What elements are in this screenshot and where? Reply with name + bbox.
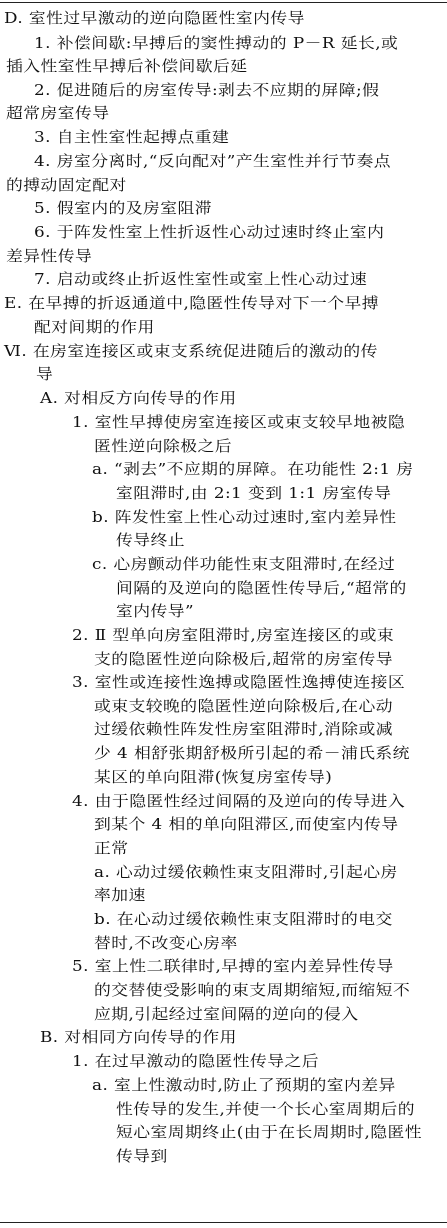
- text-line-a3-d: 少 4 相舒张期舒极所引起的希－浦氏系统: [94, 744, 410, 762]
- text-line-vi-a: Ⅵ. 在房室连接区或束支系统促进随后的激动的传: [4, 342, 378, 360]
- text-line-a1b-a: b. 阵发性室上性心动过速时,室内差异性: [92, 508, 397, 526]
- text-line-a1c-c: 室内传导”: [116, 602, 195, 620]
- text-line-b1a-d: 传导到: [116, 1147, 168, 1165]
- text-line-d3: 3. 自主性室性起搏点重建: [34, 128, 230, 146]
- text-line-d6-b: 差异性传导: [6, 247, 93, 265]
- text-line-a3-a: 3. 室性或连接性逸搏或隐匿性逸搏使连接区: [72, 673, 406, 691]
- text-line-a1-b: 匿性逆向除极之后: [94, 437, 232, 455]
- text-line-a2-b: 支的隐匿性逆向除极后,超常的房室传导: [94, 650, 394, 668]
- text-line-a4-b: 到某个 4 相的单向阻滞区,而使室内传导: [94, 815, 399, 833]
- text-line-a1b-b: 传导终止: [116, 531, 186, 549]
- text-line-a5-b: 的交替使受影响的束支周期缩短,而缩短不: [94, 981, 411, 999]
- text-line-a4-a: 4. 由于隐匿性经过间隔的及逆向的传导进入: [72, 792, 406, 810]
- text-line-d4-a: 4. 房室分离时,“反向配对”产生室性并行节奏点: [34, 152, 392, 170]
- text-line-a5-a: 5. 室上性二联律时,早搏的室内差异性传导: [72, 957, 394, 975]
- text-line-d1-b: 插入性室性早搏后补偿间歇后延: [6, 57, 248, 75]
- text-line-a4a-a: a. 心动过缓依赖性束支阻滞时,引起心房: [94, 863, 398, 881]
- text-line-b1: 1. 在过早激动的隐匿性传导之后: [72, 1052, 319, 1070]
- text-line-a2-a: 2. Ⅱ 型单向房室阻滞时,房室连接区的或束: [72, 626, 395, 644]
- text-line-a5-c: 应期,引起经过室间隔的逆向的侵入: [94, 1005, 359, 1023]
- text-line-b-head: B. 对相同方向传导的作用: [40, 1028, 237, 1046]
- text-line-d1-a: 1. 补偿间歇:早搏后的窦性搏动的 P－R 延长,或: [34, 34, 399, 52]
- text-line-a3-b: 或束支较晚的隐匿性逆向除极后,在心动: [94, 697, 394, 715]
- text-line-a3-e: 某区的单向阻滞(恢复房室传导): [94, 768, 333, 786]
- text-line-b1a-c: 短心室周期终止(由于在长周期时,隐匿性: [116, 1123, 423, 1141]
- text-line-d4-b: 的搏动固定配对: [6, 176, 127, 194]
- text-line-a1c-a: c. 心房颤动伴功能性束支阻滞时,在经过: [92, 555, 396, 573]
- text-line-d-head: D. 室性过早激动的逆向隐匿性室内传导: [4, 9, 305, 27]
- text-line-d2-a: 2. 促进随后的房室传导:剥去不应期的屏障;假: [34, 81, 380, 99]
- text-line-e-b: 配对间期的作用: [34, 318, 155, 336]
- text-line-b1a-b: 性传导的发生,并使一个长心室周期后的: [116, 1100, 416, 1118]
- text-line-d6-a: 6. 于阵发性室上性折返性心动过速时终止室内: [34, 223, 385, 241]
- text-line-vi-b: 导: [36, 365, 54, 383]
- text-line-a1a-a: a. “剥去”不应期的屏障。在功能性 2:1 房: [92, 460, 414, 478]
- text-line-d2-b: 超常房室传导: [6, 104, 110, 122]
- top-rule: [0, 2, 447, 3]
- text-line-a4a-b: 率加速: [94, 886, 146, 904]
- text-line-a3-c: 过缓依赖性阵发性房室阻滞时,消除或减: [94, 720, 394, 738]
- text-line-a1c-b: 间隔的及逆向的隐匿性传导后,“超常的: [116, 579, 407, 597]
- bottom-rule: [0, 1222, 447, 1223]
- text-line-d5: 5. 假室内的及房室阻滞: [34, 199, 212, 217]
- text-line-d7: 7. 启动或终止折返性室性或室上性心动过速: [34, 270, 368, 288]
- text-line-e-a: E. 在早搏的折返通道中,隐匿性传导对下一个早搏: [4, 294, 380, 312]
- text-line-a4b-b: 替时,不改变心房率: [94, 934, 238, 952]
- text-line-a1a-b: 室阻滞时,由 2:1 变到 1:1 房室传导: [116, 484, 392, 502]
- text-line-b1a-a: a. 室上性激动时,防止了预期的室内差异: [92, 1076, 396, 1094]
- text-line-a-head: A. 对相反方向传导的作用: [40, 389, 237, 407]
- text-line-a4b-a: b. 在心动过缓依赖性束支阻滞时的电交: [94, 910, 393, 928]
- text-line-a1-a: 1. 室性早搏使房室连接区或束支较早地被隐: [72, 413, 406, 431]
- text-line-a4-c: 正常: [94, 839, 129, 857]
